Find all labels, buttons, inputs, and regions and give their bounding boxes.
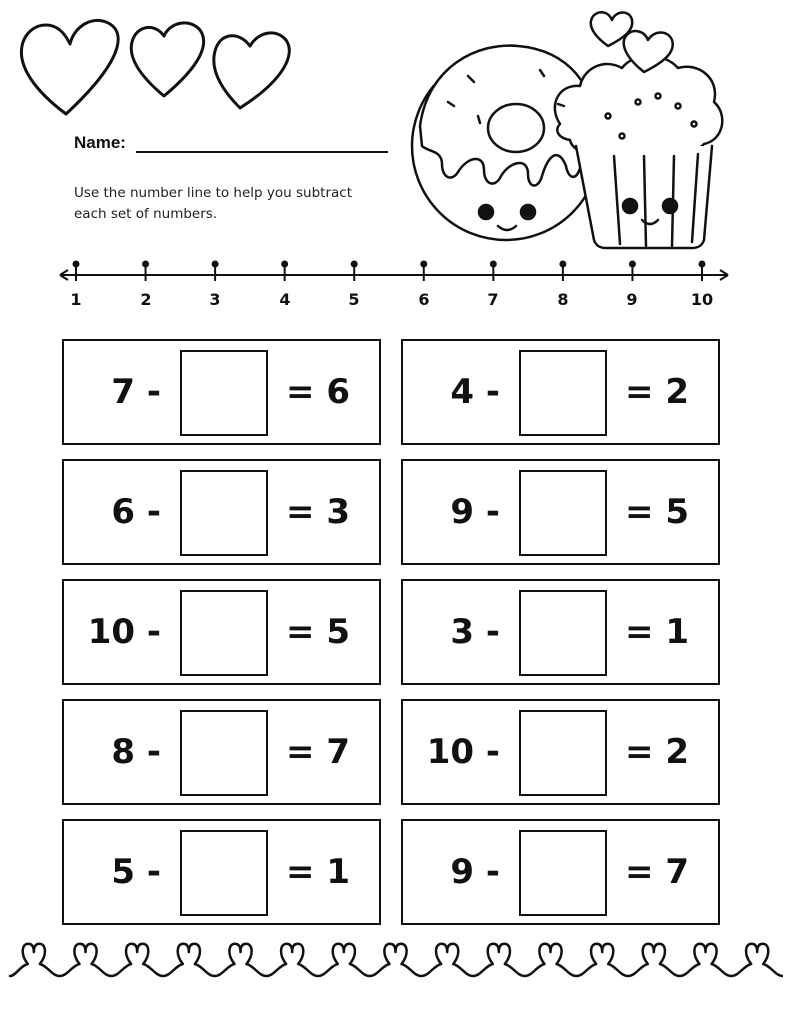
number-line-dot: [351, 261, 358, 268]
number-line-dot: [699, 261, 706, 268]
number-line-label: 5: [348, 290, 360, 309]
name-input-line[interactable]: [136, 131, 388, 153]
problem-result: = 5: [286, 612, 350, 652]
number-line-dot: [142, 261, 149, 268]
answer-box[interactable]: [180, 470, 268, 556]
problem-card: [401, 339, 720, 445]
donut-cupcake-illustration: [408, 6, 738, 252]
problem-card: [62, 339, 381, 445]
answer-box[interactable]: [519, 830, 607, 916]
answer-box[interactable]: [180, 590, 268, 676]
problem-result: = 7: [286, 732, 350, 772]
problem-card: [62, 579, 381, 685]
problem-card: [401, 459, 720, 565]
answer-box[interactable]: [519, 590, 607, 676]
problem-minuend: 6 -: [111, 492, 161, 532]
number-line-label: 6: [418, 290, 430, 309]
problem-minuend: 3 -: [450, 612, 500, 652]
answer-box[interactable]: [519, 710, 607, 796]
problem-card: [62, 819, 381, 925]
name-row: [74, 131, 388, 153]
heart-loop-path: [10, 944, 783, 976]
number-line-dot: [559, 261, 566, 268]
top-hearts-icon: [14, 10, 304, 120]
number-line-label: 1: [70, 290, 82, 309]
problem-minuend: 10 -: [426, 732, 500, 772]
problem-result: = 1: [286, 852, 350, 892]
instructions-text: Use the number line to help you subtract each set of numbers.: [74, 185, 352, 222]
problem-card: [401, 819, 720, 925]
problem-minuend: 9 -: [450, 492, 500, 532]
number-line-dot: [490, 261, 497, 268]
problem-result: = 5: [625, 492, 689, 532]
problem-result: = 3: [286, 492, 350, 532]
problem-card: [62, 459, 381, 565]
number-line-label: 2: [140, 290, 152, 309]
problem-minuend: 8 -: [111, 732, 161, 772]
number-line-label: 4: [279, 290, 291, 309]
number-line-dot: [73, 261, 80, 268]
problem-result: = 2: [625, 372, 689, 412]
problem-card: [62, 699, 381, 805]
problem-card: [401, 579, 720, 685]
answer-box[interactable]: [519, 350, 607, 436]
number-line-dot: [420, 261, 427, 268]
answer-box[interactable]: [180, 710, 268, 796]
number-line-label: 9: [626, 290, 638, 309]
problem-result: = 6: [286, 372, 350, 412]
number-line-label: 7: [487, 290, 499, 309]
problem-result: = 7: [625, 852, 689, 892]
number-line-label: 10: [690, 290, 714, 309]
answer-box[interactable]: [180, 350, 268, 436]
answer-box[interactable]: [519, 470, 607, 556]
name-label: Name:: [74, 133, 126, 152]
number-line: [56, 254, 736, 318]
problem-minuend: 7 -: [111, 372, 161, 412]
number-line-label: 8: [557, 290, 569, 309]
problem-card: [401, 699, 720, 805]
problem-minuend: 5 -: [111, 852, 161, 892]
number-line-dot: [281, 261, 288, 268]
problems-grid: [62, 339, 724, 925]
number-line-dot: [212, 261, 219, 268]
problem-minuend: 4 -: [450, 372, 500, 412]
answer-box[interactable]: [180, 830, 268, 916]
problem-minuend: 10 -: [87, 612, 161, 652]
heart-border-icon: [8, 936, 783, 986]
number-line-label: 3: [209, 290, 221, 309]
number-line-axis: [56, 254, 736, 290]
problem-result: = 2: [625, 732, 689, 772]
number-line-dot: [629, 261, 636, 268]
problem-result: = 1: [625, 612, 689, 652]
problem-minuend: 9 -: [450, 852, 500, 892]
